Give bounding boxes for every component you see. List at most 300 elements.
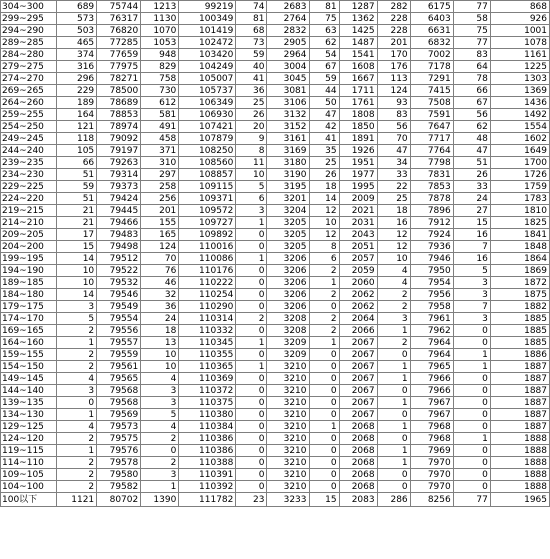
table-cell: 15 bbox=[453, 217, 490, 229]
table-cell: 33 bbox=[453, 181, 490, 193]
score-range-cell: 299~295 bbox=[1, 13, 57, 25]
table-row bbox=[1, 469, 550, 481]
score-range-cell: 279~275 bbox=[1, 61, 57, 73]
table-cell: 16 bbox=[377, 217, 410, 229]
table-cell: 371 bbox=[141, 145, 179, 157]
table-cell: 0 bbox=[236, 265, 267, 277]
table-cell: 27 bbox=[453, 205, 490, 217]
table-cell: 3210 bbox=[267, 469, 309, 481]
table-cell: 2 bbox=[57, 481, 97, 493]
table-cell: 581 bbox=[141, 109, 179, 121]
table-cell: 0 bbox=[377, 349, 410, 361]
table-cell: 0 bbox=[309, 481, 339, 493]
table-row bbox=[1, 385, 550, 397]
table-cell: 0 bbox=[236, 433, 267, 445]
table-cell: 491 bbox=[141, 121, 179, 133]
table-cell: 20 bbox=[236, 121, 267, 133]
score-range-cell: 159~155 bbox=[1, 349, 57, 361]
table-cell: 54 bbox=[309, 49, 339, 61]
table-cell: 1602 bbox=[490, 133, 549, 145]
table-row bbox=[1, 325, 550, 337]
table-cell: 7924 bbox=[410, 229, 453, 241]
score-range-cell: 154~150 bbox=[1, 361, 57, 373]
table-cell: 310 bbox=[141, 157, 179, 169]
table-cell: 78974 bbox=[97, 121, 141, 133]
score-range-cell: 239~235 bbox=[1, 157, 57, 169]
table-cell: 1965 bbox=[490, 493, 549, 507]
table-row bbox=[1, 217, 550, 229]
table-cell: 1554 bbox=[490, 121, 549, 133]
table-cell: 1487 bbox=[339, 37, 377, 49]
table-cell: 18 bbox=[141, 325, 179, 337]
table-cell: 2057 bbox=[339, 253, 377, 265]
table-cell: 7896 bbox=[410, 205, 453, 217]
table-cell: 42 bbox=[309, 121, 339, 133]
table-cell: 1 bbox=[453, 361, 490, 373]
table-cell: 10 bbox=[141, 361, 179, 373]
table-cell: 1885 bbox=[490, 325, 549, 337]
score-range-cell: 264~260 bbox=[1, 97, 57, 109]
score-range-cell: 259~255 bbox=[1, 109, 57, 121]
table-cell: 7002 bbox=[410, 49, 453, 61]
table-cell: 0 bbox=[309, 457, 339, 469]
table-cell: 3210 bbox=[267, 409, 309, 421]
table-cell: 2 bbox=[309, 289, 339, 301]
table-cell: 2 bbox=[141, 457, 179, 469]
table-row bbox=[1, 1, 550, 13]
table-cell: 1864 bbox=[490, 253, 549, 265]
table-cell: 78 bbox=[453, 73, 490, 85]
table-cell: 99219 bbox=[179, 1, 236, 13]
table-cell: 1 bbox=[377, 421, 410, 433]
table-cell: 7965 bbox=[410, 361, 453, 373]
table-cell: 228 bbox=[377, 25, 410, 37]
table-cell: 79373 bbox=[97, 181, 141, 193]
table-cell: 81 bbox=[309, 1, 339, 13]
table-cell: 3205 bbox=[267, 241, 309, 253]
table-cell: 0 bbox=[236, 289, 267, 301]
table-cell: 66 bbox=[453, 85, 490, 97]
table-row bbox=[1, 265, 550, 277]
table-cell: 258 bbox=[141, 181, 179, 193]
table-cell: 2 bbox=[309, 325, 339, 337]
table-cell: 296 bbox=[57, 73, 97, 85]
table-cell: 3 bbox=[453, 289, 490, 301]
table-cell: 2 bbox=[309, 265, 339, 277]
table-row bbox=[1, 205, 550, 217]
table-cell: 1369 bbox=[490, 85, 549, 97]
table-cell: 1726 bbox=[490, 169, 549, 181]
table-cell: 3205 bbox=[267, 229, 309, 241]
table-cell: 2021 bbox=[339, 205, 377, 217]
table-cell: 1362 bbox=[339, 13, 377, 25]
table-cell: 3210 bbox=[267, 457, 309, 469]
table-cell: 102472 bbox=[179, 37, 236, 49]
table-cell: 63 bbox=[309, 25, 339, 37]
table-row bbox=[1, 253, 550, 265]
table-cell: 4 bbox=[141, 421, 179, 433]
table-cell: 7831 bbox=[410, 169, 453, 181]
table-cell: 730 bbox=[141, 85, 179, 97]
score-range-cell: 189~185 bbox=[1, 277, 57, 289]
table-cell: 62 bbox=[453, 121, 490, 133]
table-cell: 1810 bbox=[490, 205, 549, 217]
table-cell: 75 bbox=[309, 13, 339, 25]
table-cell: 3 bbox=[141, 397, 179, 409]
table-cell: 110086 bbox=[179, 253, 236, 265]
table-cell: 5 bbox=[141, 409, 179, 421]
table-cell: 26 bbox=[453, 169, 490, 181]
table-cell: 176 bbox=[377, 61, 410, 73]
table-cell: 50 bbox=[309, 97, 339, 109]
table-cell: 7912 bbox=[410, 217, 453, 229]
table-cell: 18 bbox=[309, 181, 339, 193]
table-row bbox=[1, 85, 550, 97]
table-cell: 7591 bbox=[410, 109, 453, 121]
table-cell: 7970 bbox=[410, 481, 453, 493]
table-row bbox=[1, 145, 550, 157]
table-cell: 7954 bbox=[410, 277, 453, 289]
table-row bbox=[1, 181, 550, 193]
table-cell: 66 bbox=[57, 157, 97, 169]
table-cell: 79582 bbox=[97, 481, 141, 493]
table-cell: 1888 bbox=[490, 469, 549, 481]
table-cell: 282 bbox=[377, 1, 410, 13]
table-row bbox=[1, 301, 550, 313]
table-cell: 78689 bbox=[97, 97, 141, 109]
table-cell: 110290 bbox=[179, 301, 236, 313]
table-cell: 6175 bbox=[410, 1, 453, 13]
table-cell: 79498 bbox=[97, 241, 141, 253]
table-cell: 0 bbox=[453, 385, 490, 397]
table-cell: 13 bbox=[141, 337, 179, 349]
table-cell: 0 bbox=[309, 361, 339, 373]
table-cell: 0 bbox=[309, 445, 339, 457]
table-cell: 3180 bbox=[267, 157, 309, 169]
table-cell: 1885 bbox=[490, 337, 549, 349]
table-cell: 7936 bbox=[410, 241, 453, 253]
score-range-cell: 100以下 bbox=[1, 493, 57, 507]
table-cell: 110369 bbox=[179, 373, 236, 385]
table-cell: 59 bbox=[236, 49, 267, 61]
table-cell: 1977 bbox=[339, 169, 377, 181]
table-cell: 7946 bbox=[410, 253, 453, 265]
table-cell: 105 bbox=[57, 145, 97, 157]
table-cell: 24 bbox=[453, 193, 490, 205]
table-cell: 229 bbox=[57, 85, 97, 97]
table-cell: 3206 bbox=[267, 265, 309, 277]
table-cell: 81 bbox=[236, 13, 267, 25]
table-cell: 2068 bbox=[339, 457, 377, 469]
table-cell: 110314 bbox=[179, 313, 236, 325]
table-cell: 2067 bbox=[339, 385, 377, 397]
table-cell: 573 bbox=[57, 13, 97, 25]
table-cell: 2060 bbox=[339, 277, 377, 289]
table-cell: 458 bbox=[141, 133, 179, 145]
table-cell: 62 bbox=[309, 37, 339, 49]
table-cell: 41 bbox=[309, 133, 339, 145]
table-row bbox=[1, 169, 550, 181]
table-cell: 3209 bbox=[267, 337, 309, 349]
table-cell: 2 bbox=[236, 313, 267, 325]
score-range-cell: 114~110 bbox=[1, 457, 57, 469]
table-cell: 316 bbox=[57, 61, 97, 73]
table-cell: 1 bbox=[141, 481, 179, 493]
score-range-cell: 249~245 bbox=[1, 133, 57, 145]
table-cell: 113 bbox=[377, 73, 410, 85]
table-cell: 7508 bbox=[410, 97, 453, 109]
table-cell: 110392 bbox=[179, 481, 236, 493]
table-cell: 77 bbox=[453, 493, 490, 507]
table-cell: 2059 bbox=[339, 265, 377, 277]
table-cell: 3210 bbox=[267, 433, 309, 445]
table-cell: 926 bbox=[490, 13, 549, 25]
table-cell: 612 bbox=[141, 97, 179, 109]
table-cell: 2067 bbox=[339, 361, 377, 373]
table-cell: 0 bbox=[309, 469, 339, 481]
table-cell: 1 bbox=[453, 349, 490, 361]
table-cell: 1287 bbox=[339, 1, 377, 13]
table-cell: 77285 bbox=[97, 37, 141, 49]
table-cell: 1882 bbox=[490, 301, 549, 313]
table-row bbox=[1, 289, 550, 301]
table-cell: 1649 bbox=[490, 145, 549, 157]
table-cell: 109727 bbox=[179, 217, 236, 229]
score-range-cell: 304~300 bbox=[1, 1, 57, 13]
table-cell: 0 bbox=[453, 469, 490, 481]
table-row bbox=[1, 313, 550, 325]
table-cell: 110380 bbox=[179, 409, 236, 421]
table-cell: 2 bbox=[57, 361, 97, 373]
table-cell: 7717 bbox=[410, 133, 453, 145]
table-cell: 121 bbox=[57, 121, 97, 133]
table-cell: 0 bbox=[453, 373, 490, 385]
table-cell: 79466 bbox=[97, 217, 141, 229]
table-cell: 4 bbox=[57, 373, 97, 385]
table-cell: 110384 bbox=[179, 421, 236, 433]
table-cell: 77 bbox=[453, 1, 490, 13]
table-cell: 0 bbox=[309, 373, 339, 385]
table-cell: 1887 bbox=[490, 361, 549, 373]
table-cell: 6 bbox=[309, 253, 339, 265]
table-cell: 3 bbox=[57, 301, 97, 313]
table-cell: 1 bbox=[236, 361, 267, 373]
table-cell: 0 bbox=[377, 469, 410, 481]
table-cell: 79546 bbox=[97, 289, 141, 301]
table-cell: 16 bbox=[453, 253, 490, 265]
table-cell: 297 bbox=[141, 169, 179, 181]
table-cell: 78853 bbox=[97, 109, 141, 121]
table-cell: 155 bbox=[141, 217, 179, 229]
table-cell: 110016 bbox=[179, 241, 236, 253]
table-cell: 0 bbox=[236, 397, 267, 409]
table-cell: 0 bbox=[236, 385, 267, 397]
score-range-cell: 179~175 bbox=[1, 301, 57, 313]
score-range-cell: 109~105 bbox=[1, 469, 57, 481]
table-cell: 256 bbox=[141, 193, 179, 205]
table-cell: 1995 bbox=[339, 181, 377, 193]
table-cell: 0 bbox=[309, 409, 339, 421]
table-cell: 26 bbox=[309, 169, 339, 181]
table-cell: 3132 bbox=[267, 109, 309, 121]
table-cell: 79568 bbox=[97, 397, 141, 409]
table-cell: 1225 bbox=[490, 61, 549, 73]
table-row bbox=[1, 397, 550, 409]
table-cell: 104249 bbox=[179, 61, 236, 73]
table-cell: 48 bbox=[453, 133, 490, 145]
table-cell: 7966 bbox=[410, 385, 453, 397]
table-cell: 2068 bbox=[339, 481, 377, 493]
table-cell: 24 bbox=[141, 313, 179, 325]
table-cell: 56 bbox=[453, 109, 490, 121]
table-cell: 1869 bbox=[490, 265, 549, 277]
table-cell: 68 bbox=[236, 25, 267, 37]
table-row bbox=[1, 133, 550, 145]
table-cell: 1303 bbox=[490, 73, 549, 85]
table-cell: 1001 bbox=[490, 25, 549, 37]
table-cell: 164 bbox=[57, 109, 97, 121]
table-cell: 2 bbox=[57, 325, 97, 337]
table-cell: 110375 bbox=[179, 397, 236, 409]
table-cell: 1 bbox=[377, 373, 410, 385]
table-cell: 34 bbox=[377, 157, 410, 169]
table-cell: 689 bbox=[57, 1, 97, 13]
table-cell: 79532 bbox=[97, 277, 141, 289]
table-cell: 105007 bbox=[179, 73, 236, 85]
table-cell: 109892 bbox=[179, 229, 236, 241]
table-cell: 8 bbox=[309, 241, 339, 253]
table-cell: 1759 bbox=[490, 181, 549, 193]
table-cell: 1886 bbox=[490, 349, 549, 361]
table-cell: 7967 bbox=[410, 397, 453, 409]
table-cell: 10 bbox=[377, 253, 410, 265]
table-cell: 0 bbox=[309, 349, 339, 361]
table-cell: 12 bbox=[309, 229, 339, 241]
table-row bbox=[1, 97, 550, 109]
table-body bbox=[1, 1, 550, 507]
table-cell: 79578 bbox=[97, 457, 141, 469]
table-cell: 1078 bbox=[490, 37, 549, 49]
table-cell: 79549 bbox=[97, 301, 141, 313]
table-cell: 1 bbox=[236, 253, 267, 265]
table-cell: 70 bbox=[377, 133, 410, 145]
table-cell: 829 bbox=[141, 61, 179, 73]
score-range-cell: 294~290 bbox=[1, 25, 57, 37]
table-cell: 2067 bbox=[339, 409, 377, 421]
table-cell: 0 bbox=[236, 373, 267, 385]
table-cell: 189 bbox=[57, 97, 97, 109]
table-cell: 0 bbox=[453, 337, 490, 349]
table-cell: 51 bbox=[57, 193, 97, 205]
table-cell: 2067 bbox=[339, 337, 377, 349]
table-cell: 1887 bbox=[490, 421, 549, 433]
table-cell: 12 bbox=[377, 229, 410, 241]
table-cell: 2905 bbox=[267, 37, 309, 49]
table-cell: 1885 bbox=[490, 313, 549, 325]
table-cell: 2066 bbox=[339, 325, 377, 337]
table-cell: 79424 bbox=[97, 193, 141, 205]
table-cell: 0 bbox=[236, 457, 267, 469]
table-cell: 40 bbox=[236, 61, 267, 73]
table-cell: 79557 bbox=[97, 337, 141, 349]
table-cell: 3 bbox=[236, 205, 267, 217]
score-range-cell: 139~135 bbox=[1, 397, 57, 409]
table-cell: 59 bbox=[57, 181, 97, 193]
table-cell: 2067 bbox=[339, 373, 377, 385]
table-cell: 0 bbox=[236, 301, 267, 313]
table-cell: 3195 bbox=[267, 181, 309, 193]
table-row bbox=[1, 349, 550, 361]
score-range-cell: 274~270 bbox=[1, 73, 57, 85]
table-cell: 79263 bbox=[97, 157, 141, 169]
table-cell: 51 bbox=[453, 157, 490, 169]
table-cell: 3 bbox=[453, 313, 490, 325]
table-row bbox=[1, 445, 550, 457]
table-cell: 14 bbox=[57, 253, 97, 265]
table-cell: 18 bbox=[377, 205, 410, 217]
table-cell: 0 bbox=[236, 349, 267, 361]
table-row bbox=[1, 13, 550, 25]
table-cell: 0 bbox=[377, 481, 410, 493]
table-cell: 0 bbox=[453, 481, 490, 493]
table-cell: 79522 bbox=[97, 265, 141, 277]
table-cell: 124 bbox=[141, 241, 179, 253]
table-cell: 3204 bbox=[267, 205, 309, 217]
table-cell: 110365 bbox=[179, 361, 236, 373]
table-cell: 110332 bbox=[179, 325, 236, 337]
table-cell: 3 bbox=[141, 469, 179, 481]
table-cell: 7415 bbox=[410, 85, 453, 97]
table-cell: 1 bbox=[57, 445, 97, 457]
score-range-cell: 194~190 bbox=[1, 265, 57, 277]
table-cell: 3045 bbox=[267, 73, 309, 85]
table-cell: 1053 bbox=[141, 37, 179, 49]
table-cell: 110386 bbox=[179, 445, 236, 457]
table-cell: 5 bbox=[57, 313, 97, 325]
score-range-cell: 224~220 bbox=[1, 193, 57, 205]
table-cell: 3206 bbox=[267, 301, 309, 313]
table-cell: 3208 bbox=[267, 313, 309, 325]
table-row bbox=[1, 73, 550, 85]
table-cell: 103420 bbox=[179, 49, 236, 61]
table-cell: 76317 bbox=[97, 13, 141, 25]
table-row bbox=[1, 277, 550, 289]
table-cell: 0 bbox=[236, 409, 267, 421]
table-cell: 35 bbox=[309, 145, 339, 157]
score-range-cell: 209~205 bbox=[1, 229, 57, 241]
table-cell: 2067 bbox=[339, 397, 377, 409]
table-cell: 7970 bbox=[410, 469, 453, 481]
table-cell: 3205 bbox=[267, 217, 309, 229]
table-cell: 70 bbox=[141, 253, 179, 265]
table-cell: 15 bbox=[309, 493, 339, 507]
table-cell: 1 bbox=[377, 445, 410, 457]
table-cell: 51 bbox=[57, 169, 97, 181]
table-cell: 0 bbox=[453, 325, 490, 337]
table-cell: 1825 bbox=[490, 217, 549, 229]
table-cell: 3106 bbox=[267, 97, 309, 109]
table-cell: 3210 bbox=[267, 373, 309, 385]
table-cell: 47 bbox=[377, 145, 410, 157]
table-cell: 79512 bbox=[97, 253, 141, 265]
table-cell: 868 bbox=[490, 1, 549, 13]
table-cell: 36 bbox=[141, 301, 179, 313]
table-cell: 7764 bbox=[410, 145, 453, 157]
table-cell: 1 bbox=[236, 337, 267, 349]
table-cell: 3152 bbox=[267, 121, 309, 133]
table-cell: 1872 bbox=[490, 277, 549, 289]
table-cell: 107421 bbox=[179, 121, 236, 133]
